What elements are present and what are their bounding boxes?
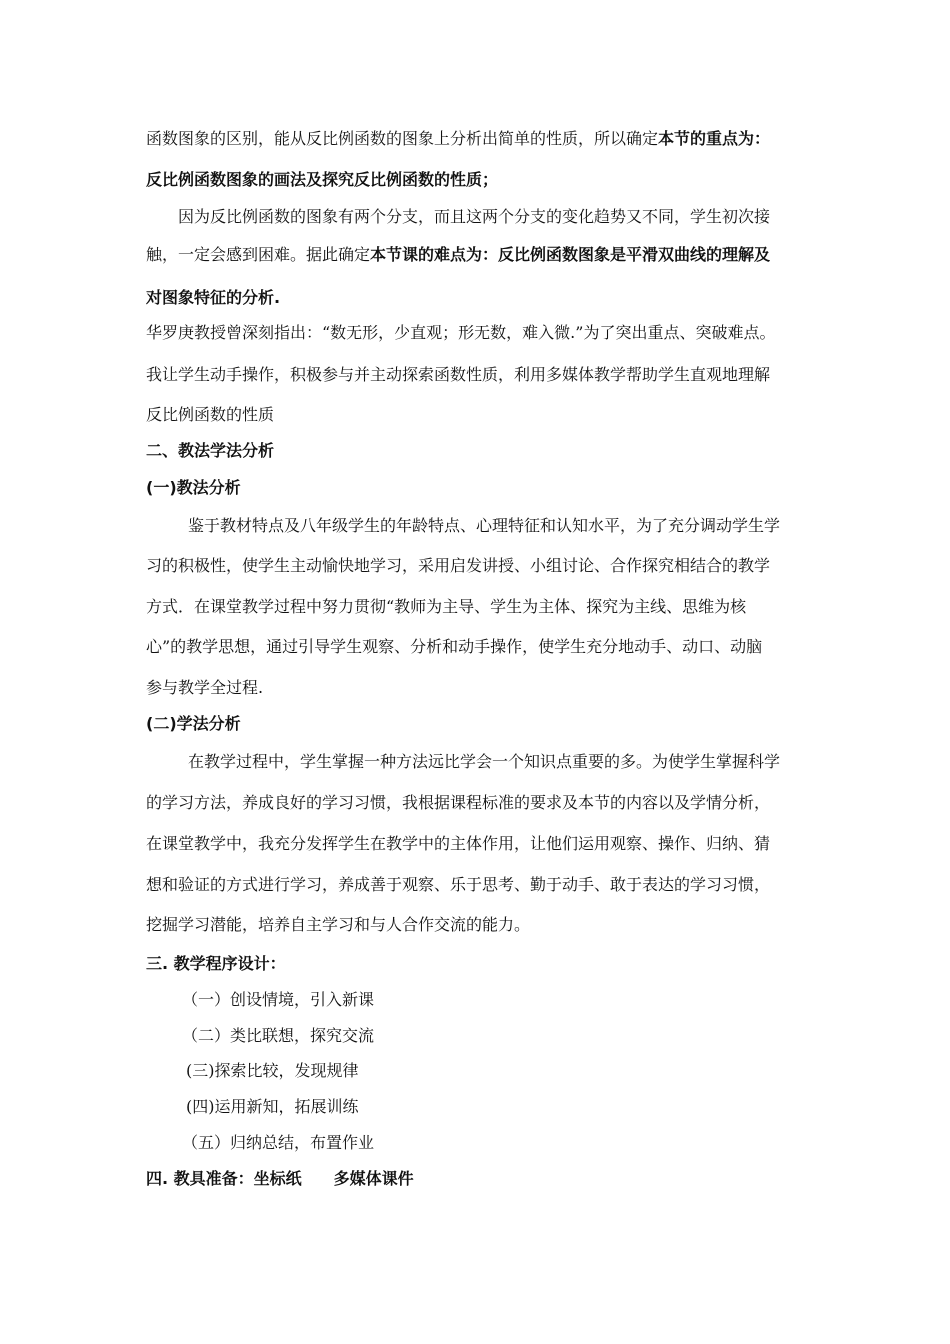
bold-text-span: 本节课的难点为：反比例函数图象是平滑双曲线的理解及: [370, 245, 771, 264]
paragraph-line: 反比例函数的性质: [146, 405, 275, 424]
section-heading: 二、教法学法分析: [146, 441, 275, 460]
paragraph-line: 我让学生动手操作，积极参与并主动探索函数性质，利用多媒体教学帮助学生直观地理解: [146, 365, 771, 384]
paragraph-line: 方式．在课堂教学过程中努力贯彻“教师为主导、学生为主体、探究为主线、思维为核: [146, 597, 747, 616]
subsection-heading: (二)学法分析: [146, 714, 241, 733]
text-span: 触，一定会感到困难。据此确定: [146, 245, 371, 264]
paragraph-line: 的学习方法，养成良好的学习习惯，我根据课程标准的要求及本节的内容以及学情分析，: [146, 793, 771, 812]
key-point-statement: 反比例函数图象的画法及探究反比例函数的性质；: [146, 170, 499, 189]
paragraph-line: 在课堂教学中，我充分发挥学生在教学中的主体作用，让他们运用观察、操作、归纳、猜: [146, 834, 771, 853]
paragraph-line: 参与教学全过程.: [146, 678, 264, 697]
list-item: （五）归纳总结，布置作业: [182, 1133, 375, 1152]
paragraph-line: 想和验证的方式进行学习，养成善于观察、乐于思考、勤于动手、敢于表达的学习习惯，: [146, 875, 771, 894]
paragraph-line: 在教学过程中，学生掌握一种方法远比学会一个知识点重要的多。为使学生掌握科学: [188, 752, 781, 771]
paragraph-line: [146, 245, 770, 265]
text-span: 函数图象的区别，能从反比例函数的图象上分析出简单的性质，所以确定: [146, 129, 659, 148]
paragraph-line: 挖掘学习潜能，培养自主学习和与人合作交流的能力。: [146, 915, 531, 934]
paragraph-line: 心”的教学思想，通过引导学生观察、分析和动手操作，使学生充分地动手、动口、动脑: [146, 637, 763, 656]
bold-text-span: 本节的重点为：: [658, 129, 771, 148]
paragraph-line: 因为反比例函数的图象有两个分支，而且这两个分支的变化趋势又不同，学生初次接: [178, 207, 771, 226]
section-heading: 三. 教学程序设计：: [146, 954, 286, 973]
difficulty-statement: 对图象特征的分析.: [146, 288, 281, 307]
list-item: （一）创设情境，引入新课: [182, 990, 375, 1009]
section-heading: 四. 教具准备：坐标纸 多媒体课件: [146, 1169, 414, 1188]
subsection-heading: (一)教法分析: [146, 478, 241, 497]
paragraph-line: [146, 129, 770, 149]
paragraph-line: 鉴于教材特点及八年级学生的年龄特点、心理特征和认知水平，为了充分调动学生学: [188, 516, 781, 535]
list-item: （二）类比联想，探究交流: [182, 1026, 375, 1045]
list-item: (三)探索比较，发现规律: [186, 1061, 359, 1080]
paragraph-line: 华罗庚教授曾深刻指出：“数无形，少直观；形无数，难入微.”为了突出重点、突破难点。: [146, 323, 776, 342]
paragraph-line: 习的积极性，使学生主动愉快地学习，采用启发讲授、小组讨论、合作探究相结合的教学: [146, 556, 771, 575]
list-item: (四)运用新知，拓展训练: [186, 1097, 359, 1116]
